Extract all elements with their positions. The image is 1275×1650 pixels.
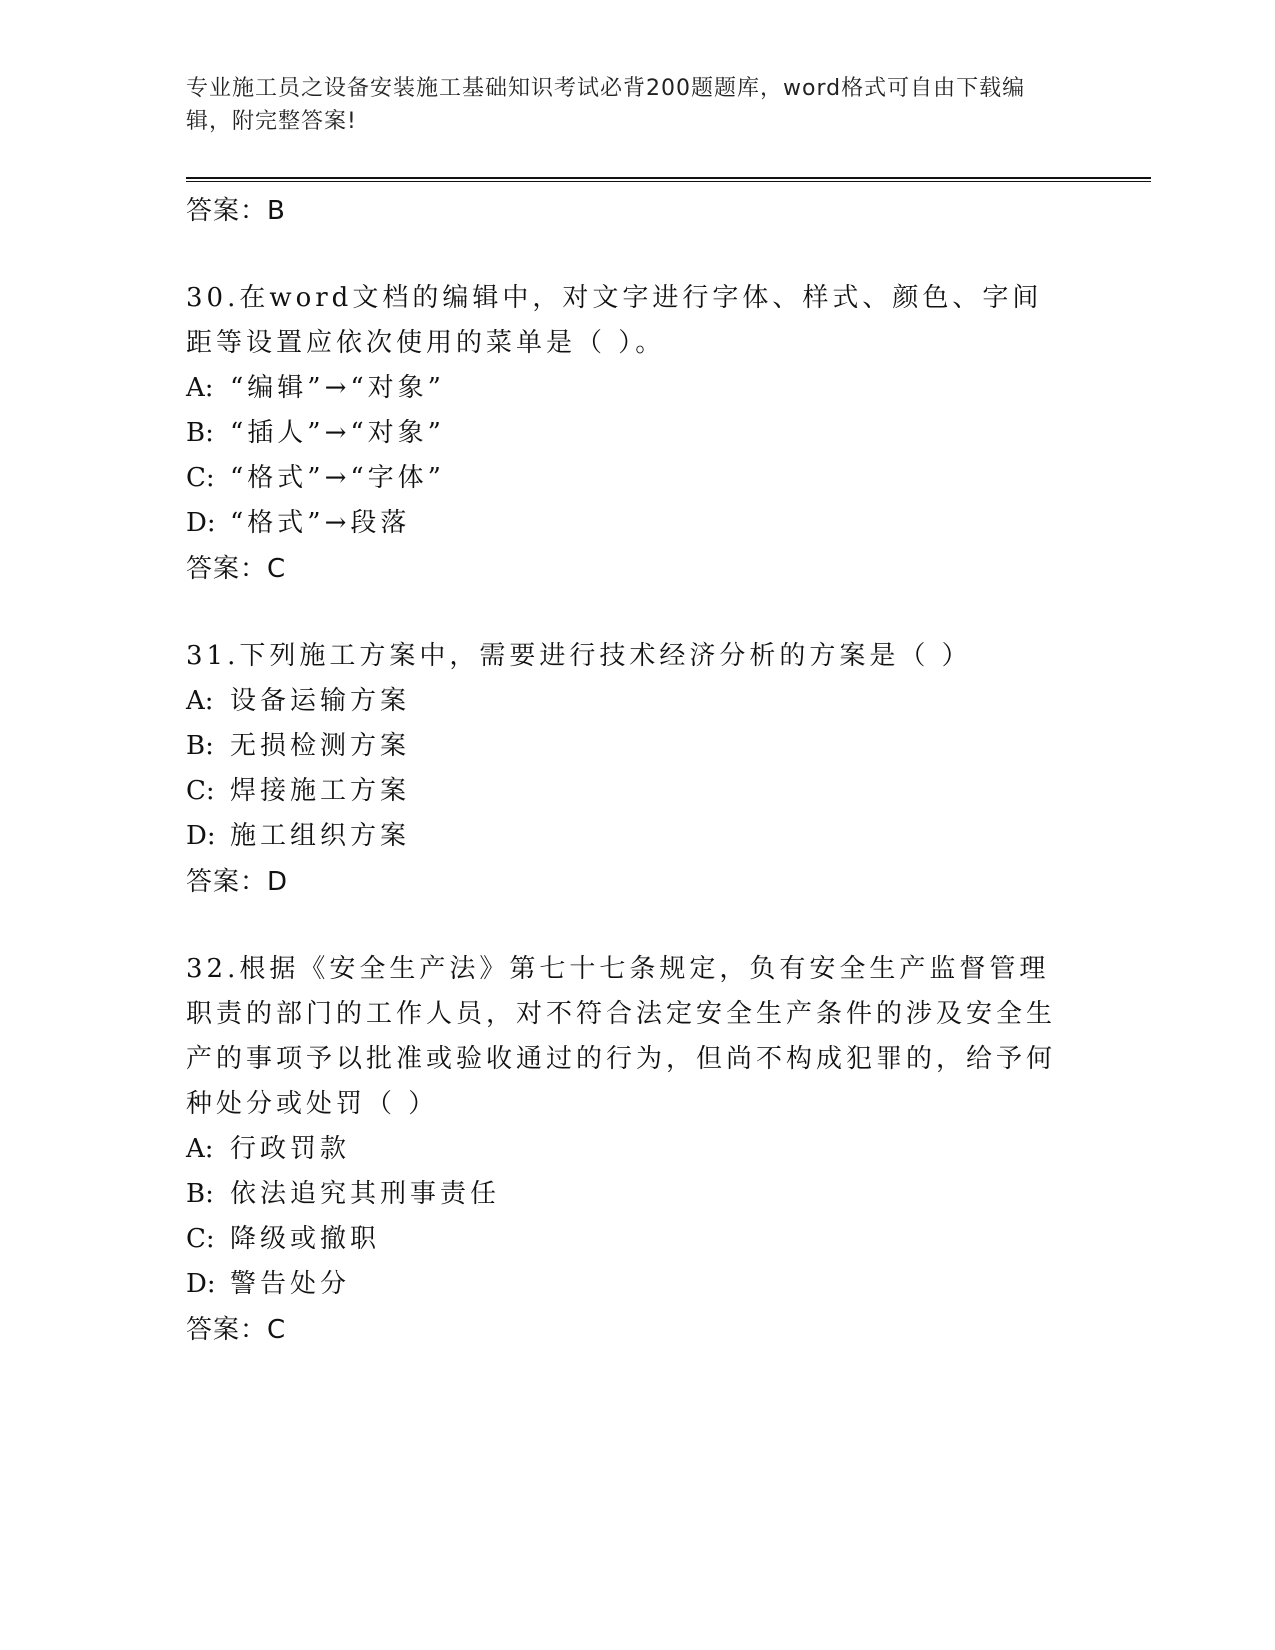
option-b: [186, 724, 1066, 769]
answer-line: 答案：D: [186, 867, 289, 897]
option-key: C:: [186, 463, 215, 493]
question-30: [186, 276, 1066, 592]
option-a: [186, 679, 1066, 724]
question-31: [186, 634, 1066, 905]
option-key: B:: [186, 418, 214, 448]
document-header: 专业施工员之设备安装施工基础知识考试必背200题题库，word格式可自由下载编辑，附完整答案!: [186, 76, 1026, 134]
question-text: 30.在word文档的编辑中，对文字进行字体、样式、颜色、字间距等设置应依次使用的菜单是（ ）。: [186, 283, 1043, 358]
document-body: [186, 188, 1066, 1353]
option-c: [186, 1217, 1066, 1262]
option-text: 依法追究其刑事责任: [230, 1179, 501, 1209]
option-key: A:: [186, 686, 214, 716]
option-b: [186, 411, 1066, 456]
option-text: “格式”→“字体”: [230, 463, 445, 493]
question-32: [186, 947, 1066, 1353]
option-a: [186, 366, 1066, 411]
option-text: 无损检测方案: [230, 731, 411, 761]
option-key: C:: [186, 776, 215, 806]
option-key: A:: [186, 373, 214, 403]
option-d: [186, 1262, 1066, 1307]
question-text: 31.下列施工方案中，需要进行技术经济分析的方案是（ ）: [186, 641, 972, 671]
answer-line: 答案：C: [186, 554, 287, 584]
option-a: [186, 1127, 1066, 1172]
option-text: “插人”→“对象”: [230, 418, 445, 448]
header-divider-thin: [186, 181, 1151, 182]
option-key: D:: [186, 1269, 216, 1299]
answer-line: 答案：C: [186, 1315, 287, 1345]
previous-answer: 答案：B: [186, 196, 286, 226]
option-key: B:: [186, 1179, 214, 1209]
option-key: B:: [186, 731, 214, 761]
option-d: [186, 501, 1066, 546]
option-text: “格式”→段落: [230, 508, 411, 538]
option-text: 设备运输方案: [230, 686, 411, 716]
option-text: 施工组织方案: [230, 821, 411, 851]
option-c: [186, 456, 1066, 501]
option-text: 焊接施工方案: [230, 776, 411, 806]
header-divider: [186, 177, 1151, 179]
option-text: 行政罚款: [230, 1134, 351, 1164]
option-key: A:: [186, 1134, 214, 1164]
option-key: C:: [186, 1224, 215, 1254]
question-text: 32.根据《安全生产法》第七十七条规定，负有安全生产监督管理职责的部门的工作人员，对不符合法定安全生产条件的涉及安全生产的事项予以批准或验收通过的行为，但尚不构成犯罪的，给予何种处分或处罚（ ）: [186, 954, 1057, 1119]
option-text: 降级或撤职: [230, 1224, 381, 1254]
option-text: 警告处分: [230, 1269, 351, 1299]
option-key: D:: [186, 508, 216, 538]
option-d: [186, 814, 1066, 859]
option-b: [186, 1172, 1066, 1217]
option-text: “编辑”→“对象”: [230, 373, 445, 403]
option-c: [186, 769, 1066, 814]
option-key: D:: [186, 821, 216, 851]
